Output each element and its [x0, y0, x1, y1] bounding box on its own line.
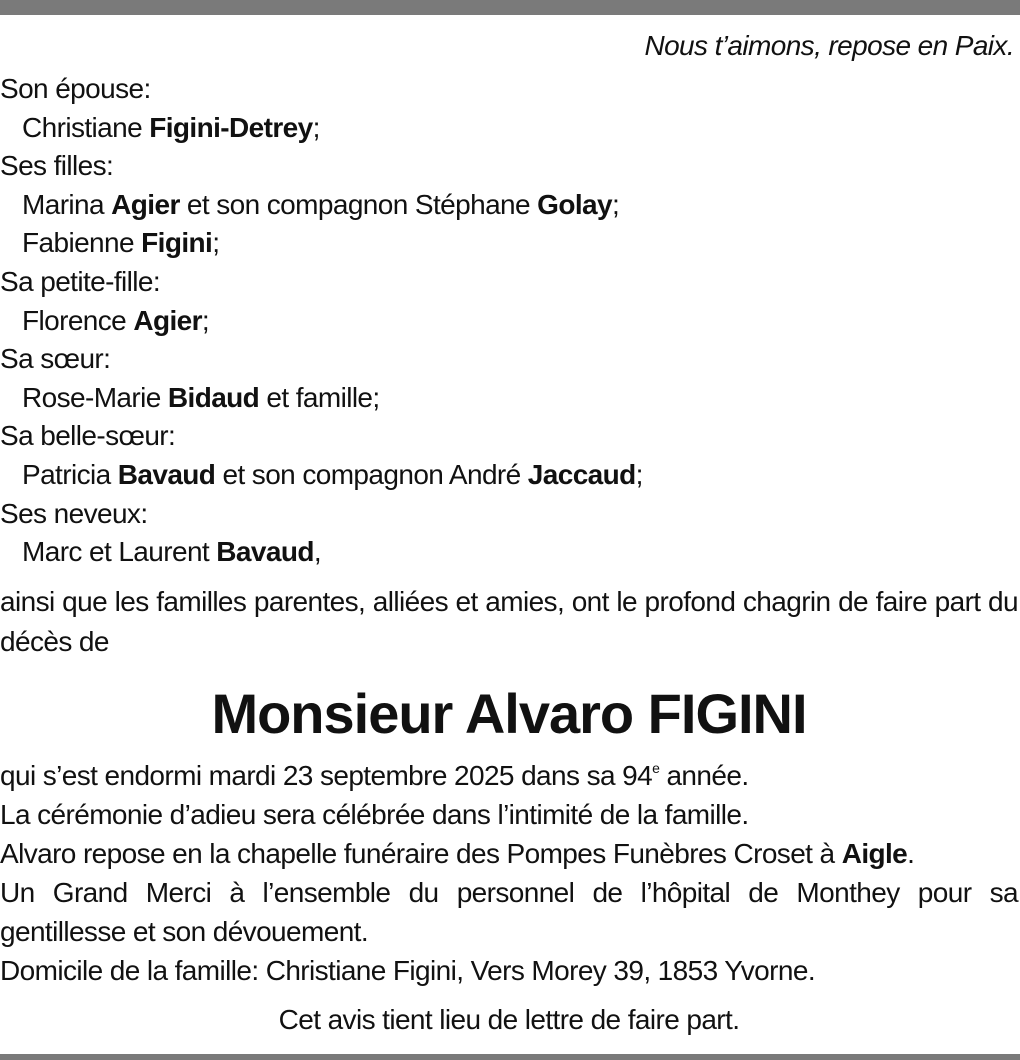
- member-surname: Agier: [133, 304, 202, 336]
- closing-line: Cet avis tient lieu de lettre de faire part.: [278, 1003, 740, 1035]
- death-line: [0, 756, 1018, 795]
- death-suffix: année.: [659, 759, 749, 791]
- member-detail: et son compagnon André: [215, 458, 528, 490]
- family-member: [0, 302, 1018, 341]
- member-punctuation: ;: [611, 188, 620, 220]
- member-first-name: Rose-Marie: [22, 381, 168, 413]
- relation-label: Sa belle-sœur:: [0, 420, 176, 452]
- relation-label: Son épouse:: [0, 73, 151, 104]
- family-member: [0, 533, 1018, 572]
- member-surname: Bavaud: [117, 458, 216, 490]
- member-surname: Agier: [111, 188, 180, 220]
- member-first-name: Marc et Laurent: [22, 536, 217, 568]
- repose-end: .: [907, 837, 915, 869]
- member-partner-surname: Jaccaud: [527, 458, 636, 490]
- member-first-name: Marina: [22, 188, 112, 220]
- epigraph: Nous t’aimons, repose en Paix.: [644, 30, 1014, 61]
- family-member: [0, 186, 1018, 225]
- domicile-line: Domicile de la famille: Christiane Figini, Vers Morey 39, 1853 Yvorne.: [0, 954, 815, 986]
- obituary-notice: [0, 22, 1018, 1040]
- relation-label: Ses filles:: [0, 150, 114, 182]
- repose-place: Aigle: [841, 837, 908, 869]
- member-surname: Figini: [141, 227, 213, 259]
- relation-label: Sa sœur:: [0, 343, 111, 375]
- repose-text: Alvaro repose en la chapelle funéraire des Pompes Funèbres Croset à: [0, 837, 842, 869]
- thanks-line: Un Grand Merci à l’ensemble du personnel de l’hôpital de Monthey pour sa gentillesse et son dévouement.: [0, 876, 1018, 947]
- member-detail: et son compagnon Stéphane: [179, 188, 538, 220]
- member-punctuation: ;: [212, 227, 220, 259]
- family-member: [0, 109, 1018, 148]
- deceased-name: Monsieur Alvaro FIGINI: [211, 681, 807, 745]
- member-first-name: Fabienne: [22, 227, 142, 259]
- notice-body: [0, 756, 1018, 990]
- death-prefix: qui s’est endormi mardi 23 septembre 2025 dans sa 94: [0, 759, 653, 791]
- member-punctuation: ;: [635, 458, 643, 490]
- member-surname: Bidaud: [167, 381, 260, 413]
- ceremony-line: La cérémonie d’adieu sera célébrée dans l’intimité de la famille.: [0, 798, 749, 830]
- member-surname: Figini-Detrey: [149, 111, 313, 143]
- family-member: [0, 224, 1018, 263]
- family-list: [0, 70, 1018, 572]
- bottom-rule: [0, 1054, 1020, 1060]
- repose-line: [0, 834, 1018, 873]
- family-member: [0, 456, 1018, 495]
- member-punctuation: ;: [201, 304, 210, 336]
- member-first-name: Christiane: [22, 111, 150, 143]
- member-punctuation: ;: [312, 111, 320, 143]
- member-first-name: Florence: [22, 304, 134, 336]
- member-surname: Bavaud: [216, 536, 314, 568]
- member-punctuation: et famille;: [259, 381, 380, 413]
- member-partner-surname: Golay: [537, 188, 612, 220]
- ordinal-suffix: e: [652, 759, 660, 776]
- family-member: [0, 379, 1018, 418]
- member-punctuation: ,: [313, 536, 322, 568]
- member-first-name: Patricia: [22, 458, 118, 490]
- intro-text: ainsi que les familles parentes, alliées et amies, ont le profond chagrin de faire part du décès de: [0, 585, 1018, 657]
- relation-label: Ses neveux:: [0, 497, 148, 529]
- top-rule: [0, 0, 1020, 15]
- relation-label: Sa petite-fille:: [0, 265, 161, 297]
